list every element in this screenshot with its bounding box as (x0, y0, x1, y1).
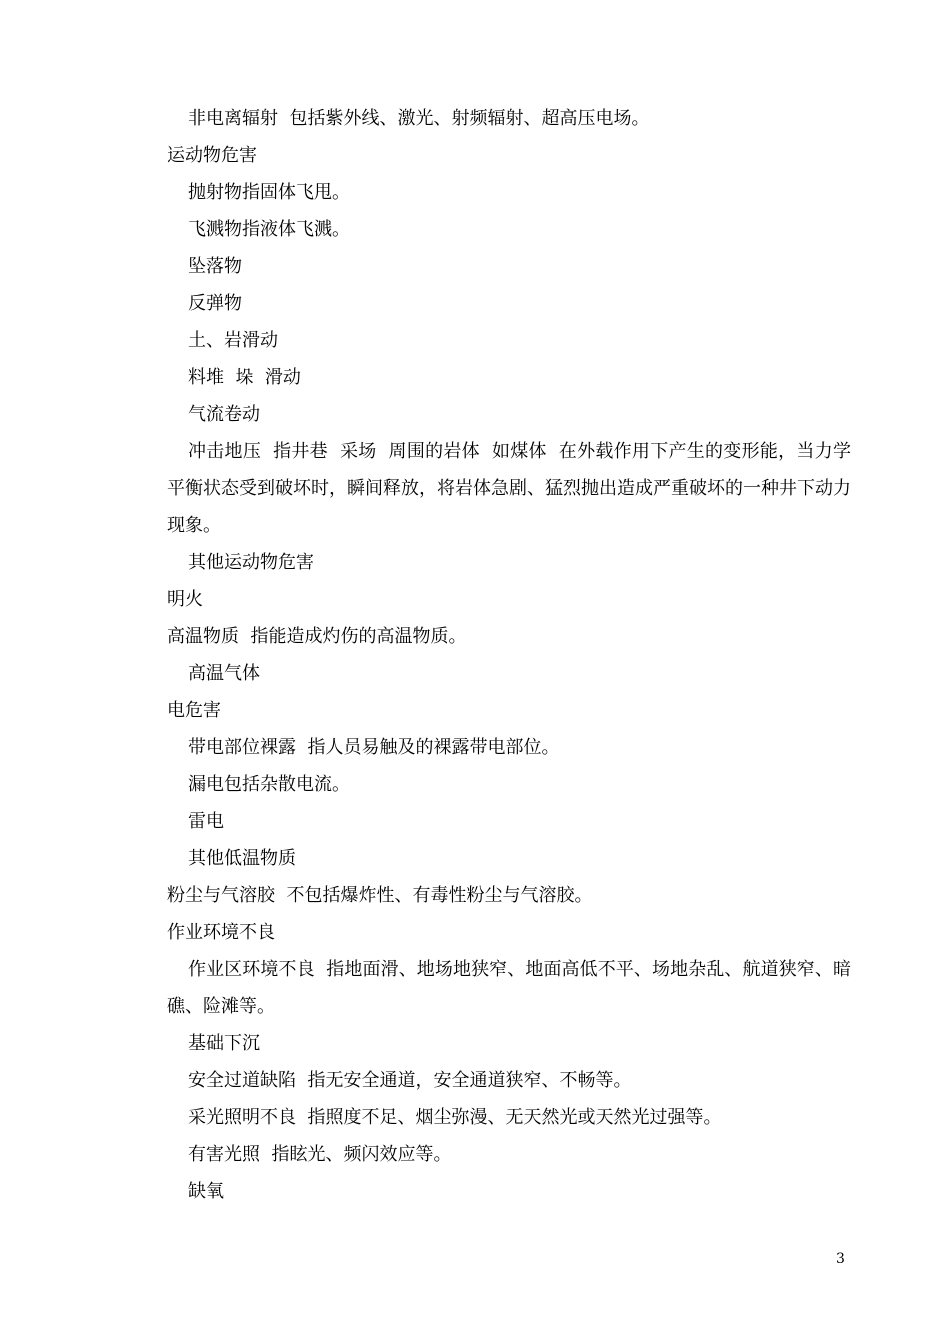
paragraph: 飞溅物指液体飞溅。 (188, 219, 350, 240)
paragraph: 明火 (167, 589, 203, 610)
paragraph: 抛射物指固体飞甩。 (188, 182, 350, 203)
paragraph: 料堆 垛 滑动 (188, 367, 301, 388)
page-number: 3 (836, 1251, 845, 1267)
paragraph: 采光照明不良 指照度不足、烟尘弥漫、无天然光或天然光过强等。 (188, 1107, 722, 1128)
paragraph: 坠落物 (188, 256, 242, 277)
paragraph: 气流卷动 (188, 404, 260, 425)
paragraph: 粉尘与气溶胶 不包括爆炸性、有毒性粉尘与气溶胶。 (167, 885, 593, 906)
paragraph: 有害光照 指眩光、频闪效应等。 (188, 1144, 452, 1165)
paragraph: 高温气体 (188, 663, 260, 684)
paragraph: 电危害 (167, 700, 221, 721)
paragraph: 基础下沉 (188, 1033, 260, 1054)
paragraph: 其他运动物危害 (188, 552, 314, 573)
paragraph: 作业环境不良 (167, 922, 275, 943)
paragraph: 带电部位裸露 指人员易触及的裸露带电部位。 (188, 737, 560, 758)
paragraph: 反弹物 (188, 293, 242, 314)
paragraph: 土、岩滑动 (188, 330, 278, 351)
paragraph: 漏电包括杂散电流。 (188, 774, 350, 795)
paragraph: 冲击地压 指井巷 采场 周围的岩体 如煤体 在外载作用下产生的变形能，当力学平衡状态受到破坏时，瞬间释放，将岩体急剧、猛烈抛出造成严重破坏的一种井下动力现象。 (167, 441, 851, 536)
paragraph: 其他低温物质 (188, 848, 296, 869)
paragraph: 高温物质 指能造成灼伤的高温物质。 (167, 626, 467, 647)
paragraph: 雷电 (188, 811, 224, 832)
paragraph: 缺氧 (188, 1181, 224, 1202)
paragraph: 安全过道缺陷 指无安全通道，安全通道狭窄、不畅等。 (188, 1070, 632, 1091)
paragraph: 作业区环境不良 指地面滑、地场地狭窄、地面高低不平、场地杂乱、航道狭窄、暗礁、险滩等。 (167, 959, 851, 1017)
paragraph: 非电离辐射 包括紫外线、激光、射频辐射、超高压电场。 (188, 108, 650, 129)
paragraph: 运动物危害 (167, 145, 257, 166)
document-body (167, 100, 851, 1210)
